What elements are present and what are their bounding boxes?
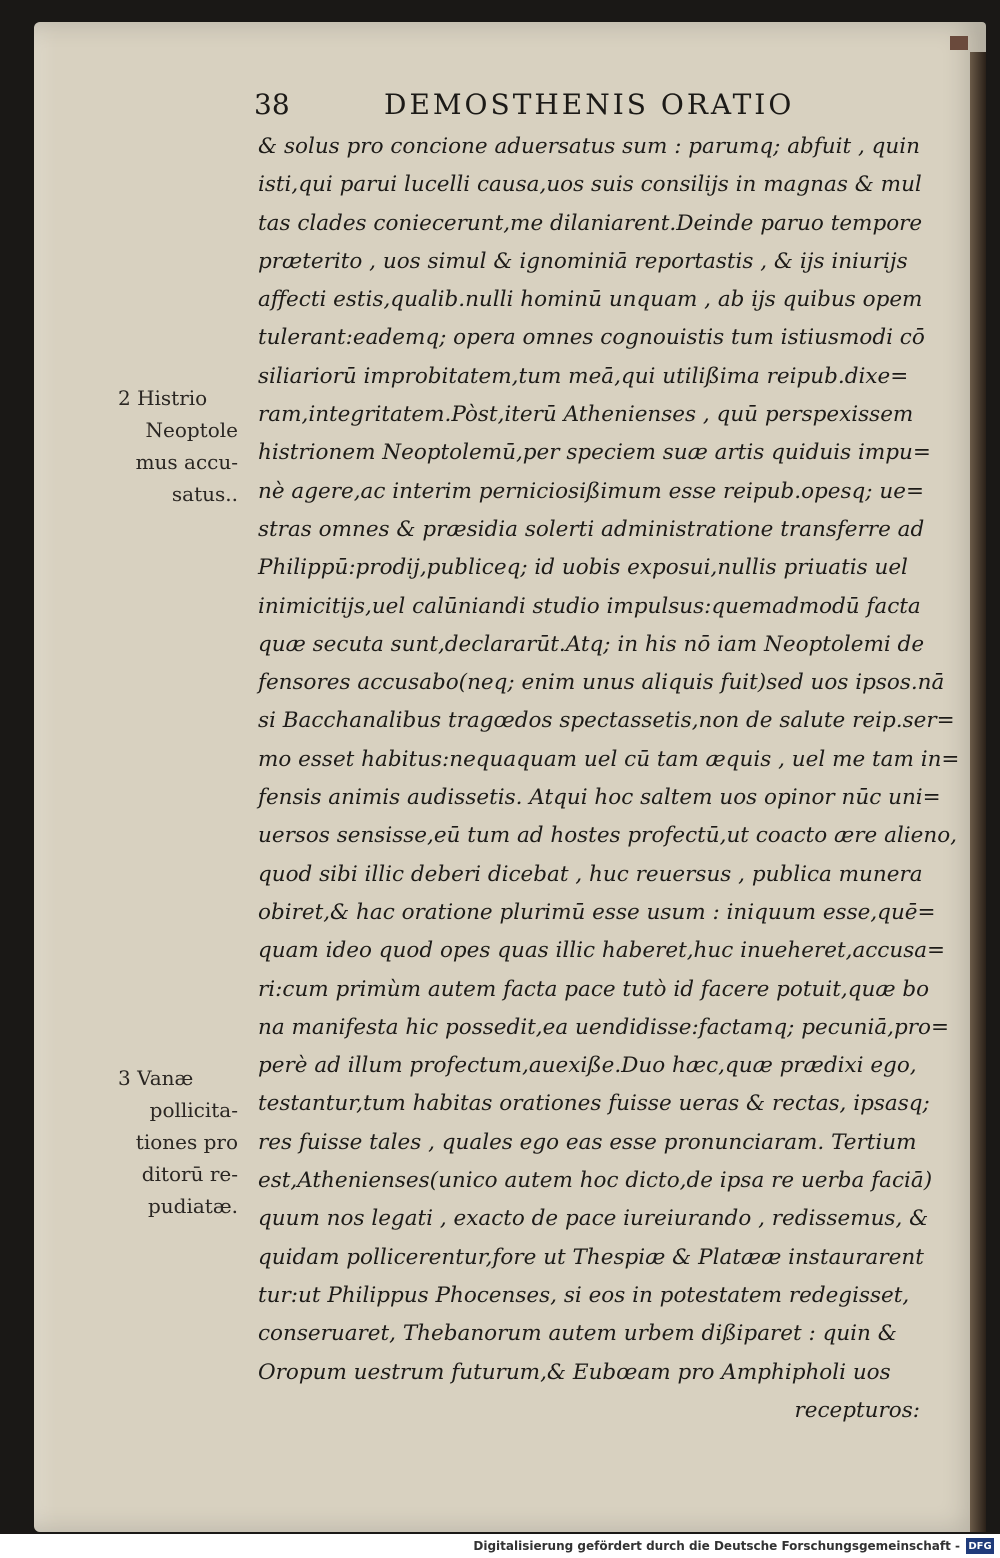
page-number: 38 <box>254 88 290 121</box>
text-line: testantur,tum habitas orationes fuisse ueras & rectas, ipsasq; <box>258 1091 930 1117</box>
side-note-2 <box>118 382 238 510</box>
side-note-line: pollicita- <box>149 1098 238 1122</box>
text-line: res fuisse tales , quales ego eas esse pronunciaram. Tertium <box>258 1129 917 1155</box>
text-line: obiret,& hac oratione plurimū esse usum : iniquum esse,quē= <box>258 899 936 925</box>
text-line: tulerant:eademq; opera omnes cognouistis tum istiusmodi cō <box>258 325 925 351</box>
text-line: fensores accusabo(neq; enim unus aliquis fuit)sed uos ipsos.nā <box>258 670 945 696</box>
text-line: si Bacchanalibus tragœdos spectassetis,non de salute reip.ser= <box>258 708 955 734</box>
text-line: conseruaret, Thebanorum autem urbem dißiparet : quin & <box>258 1321 897 1347</box>
side-note-line: Neoptole <box>145 418 238 442</box>
text-line: inimicitijs,uel calūniandi studio impulsus:quemadmodū facta <box>258 593 921 619</box>
side-note-3 <box>118 1062 238 1222</box>
text-line: quam ideo quod opes quas illic haberet,huc inueheret,accusa= <box>258 938 946 964</box>
text-line: siliariorū improbitatem,tum meā,qui utilißima reipub.dixe= <box>258 363 909 389</box>
side-note-line: 2 Histrio <box>118 386 208 410</box>
text-line: isti,qui parui lucelli causa,uos suis consilijs in magnas & mul <box>258 172 922 198</box>
text-line: est,Athenienses(unico autem hoc dicto,de ipsa re uerba faciā) <box>258 1168 933 1194</box>
text-line: tas clades coniecerunt,me dilaniarent.Deinde paruo tempore <box>258 210 923 236</box>
footer-credit: Digitalisierung gefördert durch die Deutsche Forschungsgemeinschaft - <box>473 1539 960 1553</box>
text-line: quod sibi illic deberi dicebat , huc reuersus , publica munera <box>258 861 923 887</box>
text-line: ram,integritatem.Pòst,iterū Athenienses , quū perspexissem <box>258 402 914 428</box>
text-line: histrionem Neoptolemū,per speciem suæ artis quiduis impu= <box>258 440 931 466</box>
text-line: præterito , uos simul & ignominiā reportastis , & ijs iniurijs <box>258 248 908 274</box>
page-edge-shadow <box>970 52 986 1532</box>
text-line: stras omnes & præsidia solerti administratione transferre ad <box>258 516 925 542</box>
text-line: mo esset habitus:nequaquam uel cū tam æquis , uel me tam in= <box>258 746 960 772</box>
main-text-block <box>258 128 960 1430</box>
text-line: uersos sensisse,eū tum ad hostes profectū,ut coacto ære alieno, <box>258 823 957 849</box>
digitization-footer <box>0 1534 1000 1558</box>
text-line: & solus pro concione aduersatus sum : parumq; abfuit , quin <box>258 134 920 159</box>
text-line: Philippū:prodij,publiceq; id uobis exposui,nullis priuatis uel <box>258 555 908 581</box>
text-line: quæ secuta sunt,declararūt.Atq; in his nō iam Neoptolemi de <box>258 631 925 657</box>
side-note-line: tiones pro <box>135 1130 238 1154</box>
text-line: nè agere,ac interim perniciosißimum esse reipub.opesq; ue= <box>258 478 924 504</box>
dfg-logo-icon: DFG <box>966 1538 994 1554</box>
text-line: quum nos legati , exacto de pace iureiurando , redissemus, & <box>258 1206 929 1232</box>
catchword: recepturos: <box>794 1397 920 1423</box>
text-line: fensis animis audissetis. Atqui hoc saltem uos opinor nūc uni= <box>258 785 941 811</box>
side-note-line: ditorū re- <box>141 1162 238 1186</box>
text-line: tur:ut Philippus Phocenses, si eos in potestatem redegisset, <box>258 1282 910 1308</box>
text-line: Oropum uestrum futurum,& Eubœam pro Amphipholi uos <box>258 1359 891 1385</box>
page-header <box>254 88 814 122</box>
text-line: perè ad illum profectum,auexiße.Duo hæc,quæ prædixi ego, <box>258 1053 917 1079</box>
side-note-line: 3 Vanæ <box>118 1066 194 1090</box>
text-line: affecti estis,qualib.nulli hominū unquam , ab ijs quibus opem <box>258 287 923 313</box>
running-title: DEMOSTHENIS ORATIO <box>384 88 795 121</box>
text-line: na manifesta hic possedit,ea uendidisse:factamq; pecuniā,pro= <box>258 1014 950 1040</box>
text-line: quidam pollicerentur,fore ut Thespiæ & Platææ instaurarent <box>258 1244 924 1270</box>
side-note-line: mus accu- <box>135 450 238 474</box>
text-line: ri:cum primùm autem facta pace tutò id facere potuit,quæ bo <box>258 976 930 1002</box>
page-tab-marker <box>950 36 968 50</box>
side-note-line: pudiatæ. <box>148 1194 238 1218</box>
side-note-line: satus.. <box>171 482 238 506</box>
